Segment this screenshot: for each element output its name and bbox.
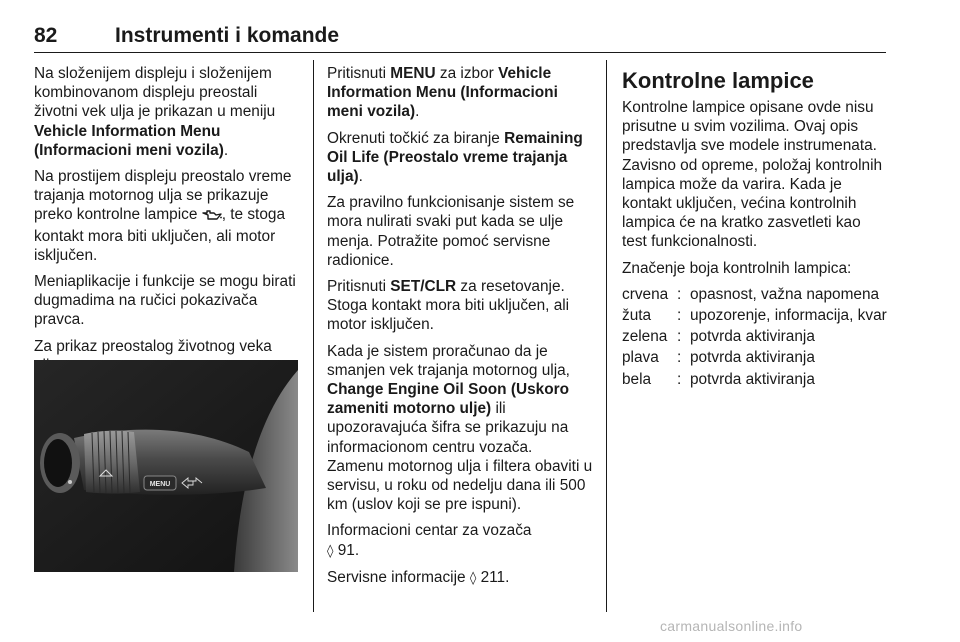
- color-name: bela: [622, 370, 652, 388]
- paragraph: Kontrolne lampice opisane ovde nisu prisutne u svim vozilima. Ovaj opis predstavlja sve modele instrumenata. Zavisno od opreme, položaj kontrolnih lampica može da varira. Kada je kontakt uključen, većina kontrolnih lampica će na kratko zasvetleti kao test funkcionalnosti.: [622, 99, 883, 251]
- column-divider-2: [606, 60, 607, 612]
- column-1: [34, 64, 300, 382]
- reference-arrow-icon: ◊: [327, 543, 334, 559]
- color-name: žuta: [622, 307, 652, 325]
- color-name: crvena: [622, 285, 669, 303]
- color-meaning-table: [622, 285, 888, 389]
- separator: :: [677, 370, 682, 388]
- paragraph: Na prostijem displeju preostalo vreme trajanja motornog ulja se prikazuje preko kontrolne lampice , te stoga kontakt mora biti uključen, ali motor isključen.: [34, 168, 292, 264]
- paragraph: Pritisnuti MENU za izbor Vehicle Information Menu (Informacioni meni vozila).: [327, 65, 558, 121]
- separator: :: [677, 328, 682, 346]
- paragraph: Okrenuti točkić za biranje Remaining Oil Life (Preostalo vreme trajanja ulja).: [327, 129, 583, 186]
- separator: :: [677, 307, 682, 325]
- header-rule: [34, 52, 886, 53]
- color-meaning: opasnost, važna napomena: [690, 285, 880, 303]
- separator: :: [677, 349, 682, 367]
- color-meaning: potvrda aktiviranja: [690, 349, 815, 367]
- column-3: [622, 64, 888, 389]
- separator: :: [677, 285, 682, 303]
- section-heading: Kontrolne lampice: [622, 68, 814, 93]
- paragraph: Meniaplikacije i funkcije se mogu birati dugmadima na ručici pokazivača pravca.: [34, 273, 296, 329]
- oil-can-icon: [202, 207, 222, 226]
- paragraph: Značenje boja kontrolnih lampica:: [622, 259, 852, 277]
- paragraph: Za pravilno funkcionisanje sistem se mora nulirati svaki put kada se ulje menja. Potražite pomoć servisne radionice.: [327, 194, 575, 269]
- watermark: carmanualsonline.info: [660, 618, 803, 634]
- menu-button-label: MENU: [149, 481, 171, 488]
- paragraph: Za prikaz preostalog životnog veka: [34, 337, 272, 355]
- color-name: plava: [622, 349, 659, 367]
- page-number: 82: [34, 24, 58, 47]
- paragraph: Kada je sistem proračunao da je smanjen vek trajanja motornog ulja, Change Engine Oil Soon (Uskoro zameniti motorno ulje) ili upozoravajuća šifra se prikazuju na informacionom centru vozača. Zamenu motornog ulja i filtera obaviti u servisu, u roku od nedelju dana ili 500 km (uslov koji se pre ispuni).: [327, 342, 593, 514]
- color-meaning: potvrda aktiviranja: [690, 328, 815, 346]
- color-meaning: upozorenje, informacija, kvar: [690, 307, 887, 325]
- color-meaning: potvrda aktiviranja: [690, 370, 815, 388]
- reference-arrow-icon: ◊: [469, 570, 477, 586]
- color-name: zelena: [622, 328, 668, 346]
- page-header-title: Instrumenti i komande: [115, 24, 340, 47]
- column-2: [327, 64, 593, 595]
- cross-reference[interactable]: Informacioni centar za vozača ◊ 91.: [327, 522, 532, 559]
- turn-signal-lever-photo: [34, 360, 298, 572]
- column-divider-1: [313, 60, 314, 612]
- cross-reference[interactable]: Servisne informacije ◊ 211.: [327, 568, 510, 586]
- paragraph: Na složenijem displeju i složenijem kombinovanom displeju preostali životni vek ulja je prikazan u meniju Vehicle Information Menu (Informacioni meni vozila).: [34, 65, 276, 159]
- paragraph: Pritisnuti SET/CLR za resetovanje. Stoga kontakt mora biti uključen, ali motor isključen.: [327, 278, 570, 334]
